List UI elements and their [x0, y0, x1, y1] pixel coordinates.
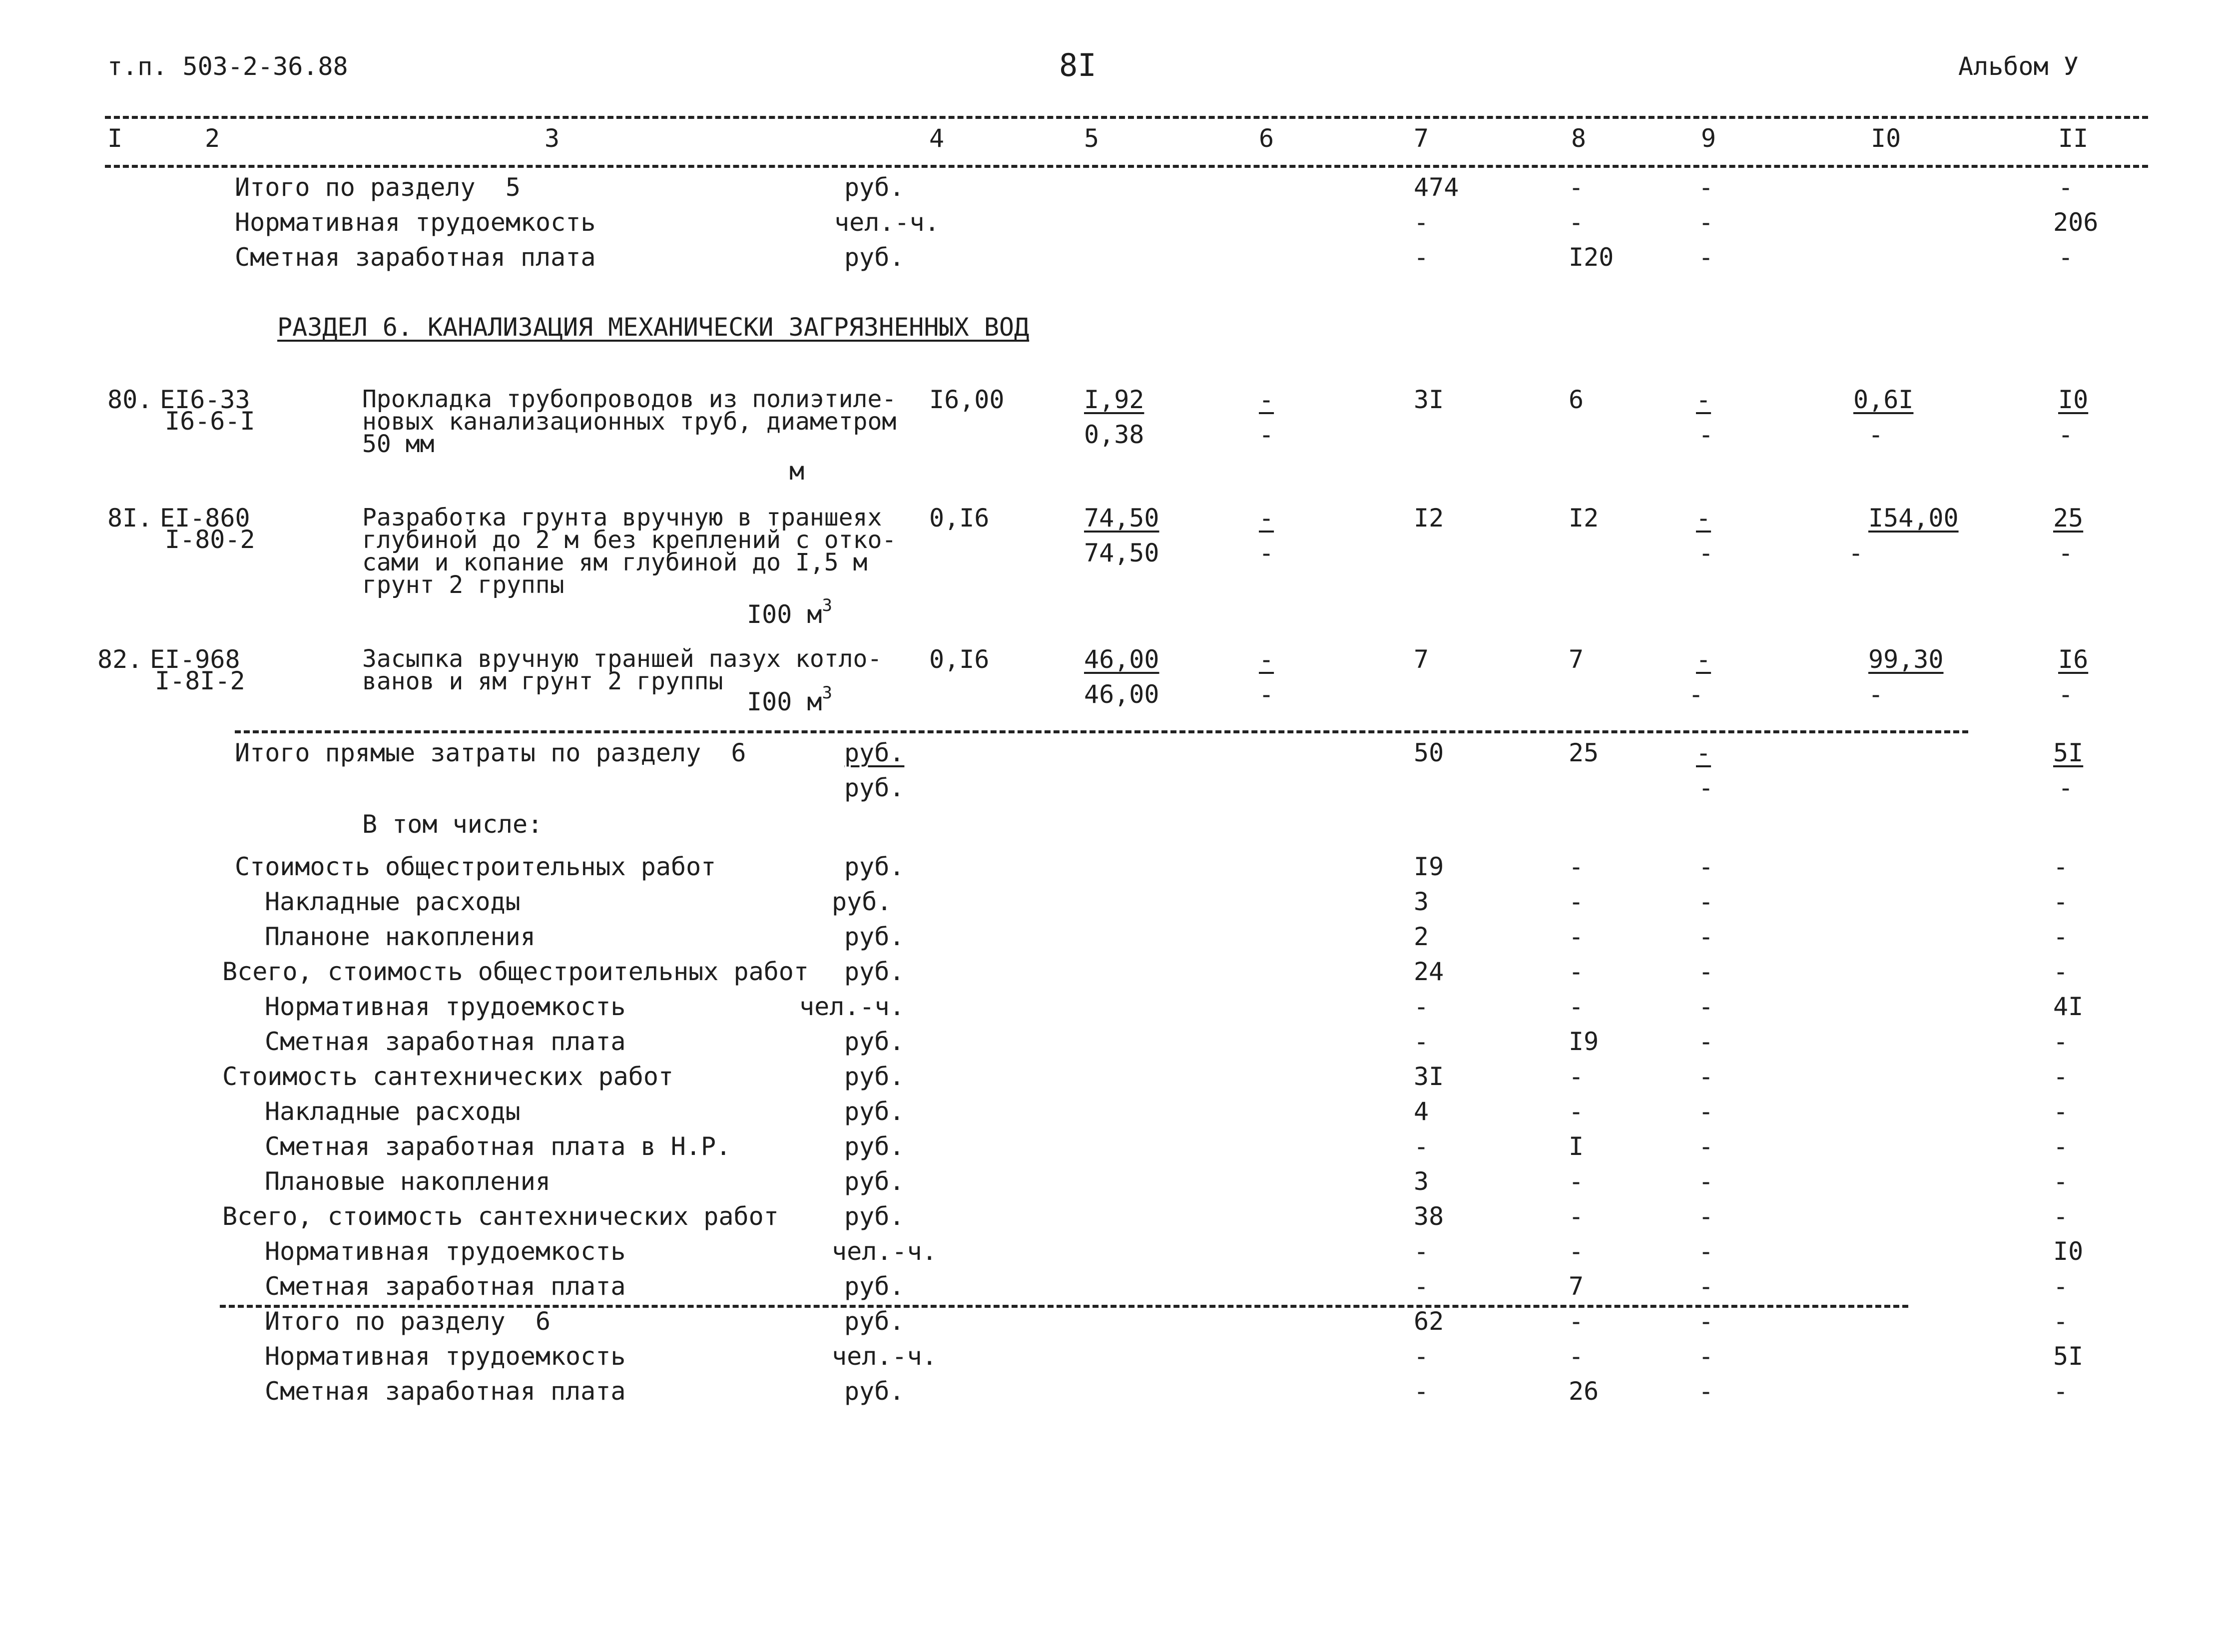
- c11: -: [2053, 1272, 2069, 1301]
- c8: -: [1569, 887, 1584, 916]
- row-unit: руб.: [844, 1202, 905, 1231]
- summary-separator-rule: [220, 1305, 1908, 1308]
- c7: -: [1414, 243, 1429, 272]
- c7: -: [1414, 1342, 1429, 1371]
- item-description: 50 мм: [362, 430, 435, 458]
- including-label: В том числе:: [362, 810, 543, 839]
- row-unit: руб.: [844, 1272, 905, 1301]
- c5-top: I,92: [1084, 385, 1144, 414]
- item-code: EI-860: [160, 504, 250, 533]
- summary-row: [0, 1064, 2213, 1094]
- item-description: Разработка грунта вручную в траншеях: [362, 504, 882, 532]
- table-header-rule: [105, 165, 2148, 168]
- c7: 3I: [1414, 385, 1444, 414]
- c11: -: [2053, 887, 2069, 916]
- c8: -: [1569, 1097, 1584, 1126]
- c7: -: [1414, 1132, 1429, 1161]
- item-quantity: I6,00: [929, 385, 1005, 414]
- row-label: Нормативная трудоемкость: [265, 1342, 626, 1371]
- c11: -: [2053, 1132, 2069, 1161]
- row-label: Накладные расходы: [265, 1097, 521, 1126]
- c11: -: [2053, 1062, 2069, 1091]
- summary-row: [0, 1309, 2213, 1339]
- c8: -: [1569, 957, 1584, 986]
- c11: -: [2053, 1027, 2069, 1056]
- c6-top: -: [1259, 504, 1274, 533]
- c11: -: [2053, 1202, 2069, 1231]
- row-label: Сметная заработная плата: [265, 1272, 626, 1301]
- row-unit: руб.: [844, 738, 905, 767]
- item-description: Засыпка вручную траншей пазух котло-: [362, 645, 882, 673]
- c6-top: -: [1259, 385, 1274, 414]
- c6-bottom: -: [1259, 539, 1274, 567]
- summary-row: [0, 1169, 2213, 1199]
- c7: -: [1414, 1027, 1429, 1056]
- c10-bottom: -: [1868, 680, 1884, 709]
- row-unit: чел.-ч.: [834, 208, 940, 237]
- item-description: грунт 2 группы: [362, 571, 564, 599]
- col-num: 5: [1084, 124, 1100, 153]
- c11: -: [2053, 1377, 2069, 1406]
- c8: -: [1569, 852, 1584, 881]
- c9: -: [1698, 1062, 1714, 1091]
- item-code-secondary: I6-6-I: [165, 407, 255, 436]
- c8: -: [1569, 1342, 1584, 1371]
- c7: 4: [1414, 1097, 1429, 1126]
- item-quantity: 0,I6: [929, 645, 990, 674]
- c8: 26: [1569, 1377, 1599, 1406]
- c5-bottom: 74,50: [1084, 539, 1159, 567]
- row-unit: руб.: [844, 173, 905, 202]
- c11: -: [2058, 243, 2074, 272]
- summary-row: [0, 1344, 2213, 1374]
- summary-row: [0, 1134, 2213, 1164]
- c9-top: -: [1696, 385, 1711, 414]
- c7: 474: [1414, 173, 1459, 202]
- item-unit-sup: 3: [822, 683, 832, 703]
- row-unit: руб.: [844, 1132, 905, 1161]
- c11-bottom: -: [2058, 539, 2074, 567]
- c9: -: [1698, 1307, 1714, 1336]
- document-code: т.п. 503-2-36.88: [107, 52, 348, 81]
- col-num: 7: [1414, 124, 1429, 153]
- row-unit: чел.-ч.: [799, 992, 905, 1021]
- c9: -: [1698, 957, 1714, 986]
- col-num: I: [107, 124, 123, 153]
- c7: 7: [1414, 645, 1429, 674]
- c8: -: [1569, 208, 1584, 237]
- row-label: Сметная заработная плата в Н.Р.: [265, 1132, 731, 1161]
- row-label: Всего, стоимость сантехнических работ: [222, 1202, 779, 1231]
- row-unit: руб.: [844, 1307, 905, 1336]
- c10-bottom: -: [1848, 539, 1864, 567]
- item-unit: [747, 595, 832, 629]
- item-description: новых канализационных труб, диаметром: [362, 408, 897, 436]
- row-label: Нормативная трудоемкость: [235, 208, 596, 237]
- c8: 25: [1569, 738, 1599, 767]
- c8: I20: [1569, 243, 1614, 272]
- c7: 38: [1414, 1202, 1444, 1231]
- album-label: Альбом У: [1958, 52, 2079, 81]
- c9: -: [1698, 1272, 1714, 1301]
- c11-top: 5I: [2053, 738, 2084, 767]
- c8: I2: [1569, 504, 1599, 533]
- row-unit: руб.: [832, 887, 892, 916]
- c8: -: [1569, 1237, 1584, 1266]
- row-label: Плановые накопления: [265, 1167, 551, 1196]
- row-label: Сметная заработная плата: [265, 1377, 626, 1406]
- c9-top: -: [1696, 738, 1711, 767]
- c11-bottom: -: [2058, 420, 2074, 449]
- item-description: сами и копание ям глубиной до I,5 м: [362, 549, 868, 576]
- c8: -: [1569, 1307, 1584, 1336]
- row-label: Планоне накопления: [265, 922, 536, 951]
- c5-top: 46,00: [1084, 645, 1159, 674]
- c7: -: [1414, 1237, 1429, 1266]
- row-unit: руб.: [844, 1097, 905, 1126]
- summary-row: [0, 994, 2213, 1024]
- c11: 5I: [2053, 1342, 2084, 1371]
- c7: 3I: [1414, 1062, 1444, 1091]
- c7: 24: [1414, 957, 1444, 986]
- c7: 3: [1414, 887, 1429, 916]
- c11: -: [2053, 852, 2069, 881]
- c9-bottom: -: [1698, 773, 1714, 802]
- c10-top: 0,6I: [1853, 385, 1914, 414]
- c9: -: [1698, 1097, 1714, 1126]
- row-unit: руб.: [844, 1062, 905, 1091]
- c9-top: -: [1696, 504, 1711, 533]
- item-number: 82.: [97, 645, 143, 674]
- item-unit: [747, 683, 832, 716]
- c8: I: [1569, 1132, 1584, 1161]
- row-label: Стоимость сантехнических работ: [222, 1062, 674, 1091]
- col-num: 2: [205, 124, 220, 153]
- c9: -: [1698, 1132, 1714, 1161]
- summary-row: [0, 1274, 2213, 1304]
- c8: -: [1569, 1167, 1584, 1196]
- direct-costs-row-2: [0, 775, 2213, 805]
- summary-row: [0, 924, 2213, 954]
- col-num: 6: [1259, 124, 1274, 153]
- c11-bottom: -: [2058, 773, 2074, 802]
- c8: -: [1569, 1062, 1584, 1091]
- c7: 3: [1414, 1167, 1429, 1196]
- c7: -: [1414, 208, 1429, 237]
- c11: -: [2053, 1097, 2069, 1126]
- c9: -: [1698, 1027, 1714, 1056]
- c8: -: [1569, 992, 1584, 1021]
- summary-row: [0, 1379, 2213, 1409]
- summary-row: [0, 1204, 2213, 1234]
- c11-bottom: -: [2058, 680, 2074, 709]
- c5-bottom: 0,38: [1084, 420, 1144, 449]
- c9: -: [1698, 1237, 1714, 1266]
- col-num: 8: [1571, 124, 1587, 153]
- c9: -: [1698, 887, 1714, 916]
- c8: I9: [1569, 1027, 1599, 1056]
- item-unit-text: I00 м: [747, 687, 822, 716]
- item-code-secondary: I-80-2: [165, 525, 255, 554]
- c7: -: [1414, 1272, 1429, 1301]
- c9-top: -: [1696, 645, 1711, 674]
- c9-bottom: -: [1688, 680, 1704, 709]
- row-label: Стоимость общестроительных работ: [235, 852, 716, 881]
- c11: -: [2053, 922, 2069, 951]
- c6-bottom: -: [1259, 680, 1274, 709]
- c9: -: [1698, 243, 1714, 272]
- section5-labor-row: [0, 210, 2213, 240]
- row-unit: чел.-ч.: [832, 1237, 937, 1266]
- summary-row: [0, 889, 2213, 919]
- row-unit: руб.: [844, 1377, 905, 1406]
- c8: -: [1569, 922, 1584, 951]
- row-unit: руб.: [844, 773, 905, 802]
- summary-row: [0, 1029, 2213, 1059]
- c8: 6: [1569, 385, 1584, 414]
- c5-top: 74,50: [1084, 504, 1159, 533]
- c9: -: [1698, 922, 1714, 951]
- c9: -: [1698, 1377, 1714, 1406]
- c7: -: [1414, 1377, 1429, 1406]
- c7: I2: [1414, 504, 1444, 533]
- c8: 7: [1569, 1272, 1584, 1301]
- c11-top: I6: [2058, 645, 2089, 674]
- c7: 2: [1414, 922, 1429, 951]
- page-number: 8I: [1059, 47, 1097, 83]
- row-unit: чел.-ч.: [832, 1342, 937, 1371]
- c9: -: [1698, 852, 1714, 881]
- row-label: Сметная заработная плата: [265, 1027, 626, 1056]
- row-unit: руб.: [844, 1027, 905, 1056]
- c11: -: [2058, 173, 2074, 202]
- item-unit-text: I00 м: [747, 600, 822, 629]
- col-num: 4: [929, 124, 945, 153]
- c11: -: [2053, 1307, 2069, 1336]
- item-code: EI-968: [150, 645, 240, 674]
- c9-bottom: -: [1698, 420, 1714, 449]
- c11: -: [2053, 957, 2069, 986]
- c11: I0: [2053, 1237, 2084, 1266]
- col-num: II: [2058, 124, 2089, 153]
- row-unit: руб.: [844, 922, 905, 951]
- c9: -: [1698, 1167, 1714, 1196]
- c11-top: 25: [2053, 504, 2084, 533]
- row-label: Итого по разделу 6: [265, 1307, 551, 1336]
- c10-top: 99,30: [1868, 645, 1944, 674]
- direct-costs-row: [0, 740, 2213, 770]
- c11: 206: [2053, 208, 2099, 237]
- c9: -: [1698, 208, 1714, 237]
- c11: -: [2053, 1167, 2069, 1196]
- c10-top: I54,00: [1868, 504, 1959, 533]
- summary-row: [0, 1099, 2213, 1129]
- c6-bottom: -: [1259, 420, 1274, 449]
- c9: -: [1698, 173, 1714, 202]
- item-number: 8I.: [107, 504, 153, 533]
- c9: -: [1698, 1342, 1714, 1371]
- col-num: 3: [545, 124, 560, 153]
- c7: I9: [1414, 852, 1444, 881]
- c8: -: [1569, 173, 1584, 202]
- item-code: EI6-33: [160, 385, 250, 414]
- item-description: глубиной до 2 м без креплений с отко-: [362, 526, 897, 554]
- section5-total-row: [0, 175, 2213, 205]
- section5-wage-row: [0, 245, 2213, 275]
- column-number-row: [0, 126, 2213, 156]
- summary-row: [0, 1239, 2213, 1269]
- row-label: Нормативная трудоемкость: [265, 992, 626, 1021]
- item-unit: м: [789, 457, 805, 486]
- c8: 7: [1569, 645, 1584, 674]
- item-code-secondary: I-8I-2: [155, 666, 245, 695]
- item-description: Прокладка трубопроводов из полиэтиле-: [362, 385, 897, 413]
- row-label: Нормативная трудоемкость: [265, 1237, 626, 1266]
- row-label: Накладные расходы: [265, 887, 521, 916]
- c7: -: [1414, 992, 1429, 1021]
- row-unit: руб.: [844, 957, 905, 986]
- row-label: Всего, стоимость общестроительных работ: [222, 957, 809, 986]
- c6-top: -: [1259, 645, 1274, 674]
- c7: 50: [1414, 738, 1444, 767]
- item-unit-sup: 3: [822, 595, 832, 615]
- items-end-rule: [235, 730, 1968, 733]
- c10-bottom: -: [1868, 420, 1884, 449]
- item-number: 80.: [107, 385, 153, 414]
- c9-bottom: -: [1698, 539, 1714, 567]
- c11-top: I0: [2058, 385, 2089, 414]
- item-quantity: 0,I6: [929, 504, 990, 533]
- row-unit: руб.: [844, 243, 905, 272]
- row-unit: руб.: [844, 1167, 905, 1196]
- section-title: РАЗДЕЛ 6. КАНАЛИЗАЦИЯ МЕХАНИЧЕСКИ ЗАГРЯЗНЕННЫХ ВОД: [277, 313, 1030, 342]
- row-unit: руб.: [844, 852, 905, 881]
- summary-row: [0, 854, 2213, 884]
- c9: -: [1698, 992, 1714, 1021]
- row-label: Сметная заработная плата: [235, 243, 596, 272]
- col-num: 9: [1701, 124, 1716, 153]
- c5-bottom: 46,00: [1084, 680, 1159, 709]
- c8: -: [1569, 1202, 1584, 1231]
- col-num: I0: [1871, 124, 1901, 153]
- c11: 4I: [2053, 992, 2084, 1021]
- item-description: ванов и ям грунт 2 группы: [362, 667, 723, 695]
- row-label: Итого по разделу 5: [235, 173, 521, 202]
- c7: 62: [1414, 1307, 1444, 1336]
- summary-row: [0, 959, 2213, 989]
- row-label: Итого прямые затраты по разделу 6: [235, 738, 746, 767]
- table-top-rule: [105, 116, 2148, 119]
- c9: -: [1698, 1202, 1714, 1231]
